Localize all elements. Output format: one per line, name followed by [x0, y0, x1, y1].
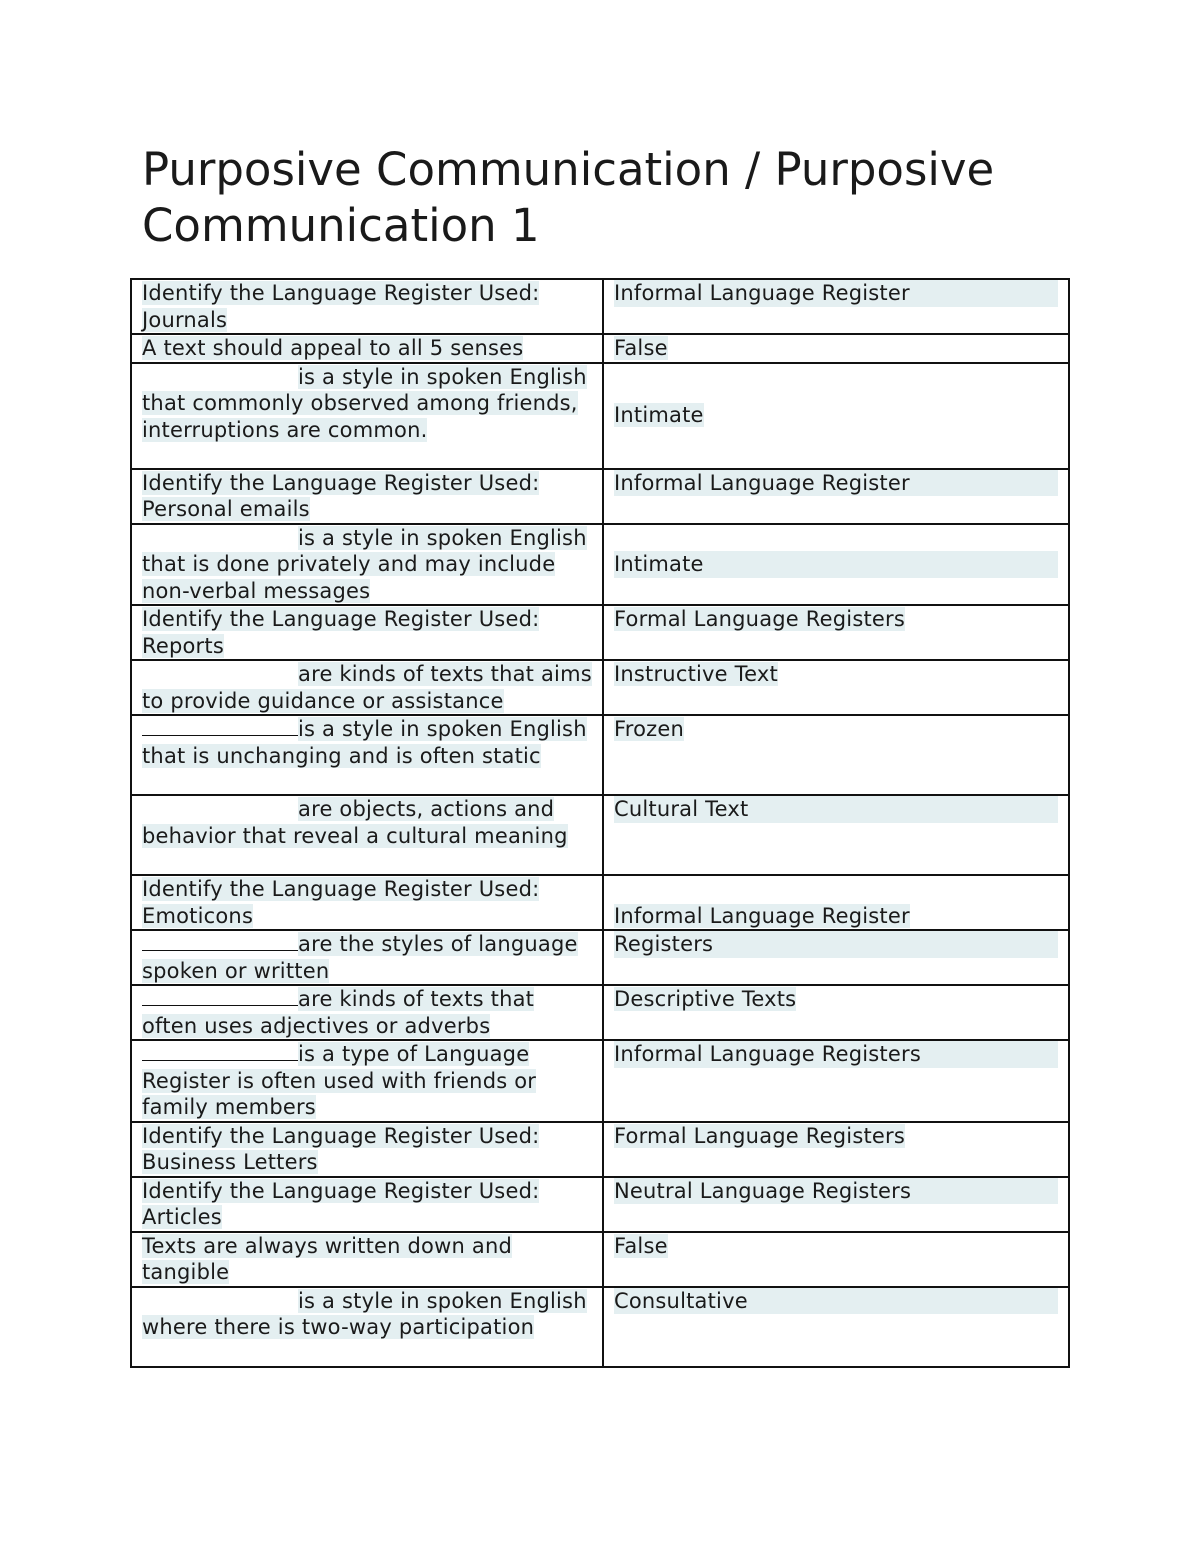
- page-title: Purposive Communication / Purposive Communication 1: [142, 143, 995, 252]
- answer-cell: [603, 334, 1069, 363]
- question-text: are the styles of language spoken or written: [142, 932, 578, 983]
- table-row: [131, 1122, 1069, 1177]
- answer-text: Intimate: [614, 551, 1058, 578]
- table-row: [131, 930, 1069, 985]
- question-text: Texts are always written down and tangible: [142, 1233, 512, 1284]
- answer-cell: [603, 1122, 1069, 1177]
- table-row: [131, 334, 1069, 363]
- table-row: [131, 660, 1069, 715]
- answer-cell: [603, 1232, 1069, 1287]
- table-row: [131, 279, 1069, 334]
- question-text: are kinds of texts that aims to provide guidance or assistance: [142, 662, 592, 713]
- answer-text: Formal Language Registers: [614, 1123, 905, 1148]
- answer-cell: [603, 1177, 1069, 1232]
- answer-cell: [603, 279, 1069, 334]
- table-row: [131, 1232, 1069, 1287]
- question-text: is a type of Language Register is often used with friends or family members: [142, 1042, 537, 1119]
- answer-cell: [603, 524, 1069, 606]
- question-cell: [131, 985, 603, 1040]
- answer-blank: [142, 1042, 298, 1061]
- table-row: [131, 1177, 1069, 1232]
- question-text: Identify the Language Register Used: Business Letters: [142, 1123, 540, 1174]
- answer-cell: [603, 795, 1069, 875]
- answer-text: Formal Language Registers: [614, 607, 905, 631]
- answer-cell: [603, 1040, 1069, 1122]
- question-text: is a style in spoken English that is done privately and may include non-verbal messages: [142, 525, 587, 603]
- question-text: Identify the Language Register Used: Articles: [142, 1178, 540, 1229]
- table-row: [131, 875, 1069, 930]
- question-text: are objects, actions and behavior that reveal a cultural meaning: [142, 797, 568, 848]
- table-row: [131, 1040, 1069, 1122]
- answer-text: Frozen: [614, 717, 685, 741]
- question-cell: [131, 1177, 603, 1232]
- answer-text: Descriptive Texts: [614, 987, 797, 1011]
- answer-blank: [142, 987, 298, 1006]
- table-row: [131, 985, 1069, 1040]
- answer-cell: [603, 363, 1069, 469]
- answer-text: Informal Language Register: [614, 470, 1058, 497]
- answer-cell: [603, 605, 1069, 660]
- question-cell: [131, 1122, 603, 1177]
- table-row: [131, 1287, 1069, 1367]
- question-cell: [131, 605, 603, 660]
- answer-text: False: [614, 336, 668, 360]
- answer-text: Informal Language Register: [614, 903, 910, 928]
- answer-cell: [603, 660, 1069, 715]
- answer-text: Neutral Language Registers: [614, 1178, 1058, 1205]
- answer-text: Intimate: [614, 403, 704, 428]
- answer-text: Registers: [614, 931, 1058, 958]
- question-cell: [131, 930, 603, 985]
- question-text: A text should appeal to all 5 senses: [142, 336, 524, 360]
- table-row: [131, 605, 1069, 660]
- table-row: [131, 715, 1069, 795]
- question-cell: [131, 1232, 603, 1287]
- answer-cell: [603, 875, 1069, 930]
- question-cell: [131, 660, 603, 715]
- question-text: Identify the Language Register Used: Journals: [142, 281, 540, 332]
- question-text: is a style in spoken English where there is two-way participation: [142, 1288, 587, 1339]
- answer-cell: [603, 985, 1069, 1040]
- table-row: [131, 524, 1069, 606]
- answer-text: Cultural Text: [614, 796, 1058, 823]
- question-cell: [131, 469, 603, 524]
- question-text: is a style in spoken English that commonly observed among friends, interruptions are common.: [142, 364, 587, 442]
- answer-text: Informal Language Register: [614, 280, 1058, 307]
- question-cell: [131, 1287, 603, 1367]
- question-cell: [131, 795, 603, 875]
- table-row: [131, 469, 1069, 524]
- answer-text: False: [614, 1233, 668, 1258]
- question-cell: [131, 715, 603, 795]
- question-cell: [131, 1040, 603, 1122]
- answer-cell: [603, 469, 1069, 524]
- answer-text: Instructive Text: [614, 662, 778, 686]
- question-cell: [131, 524, 603, 606]
- answer-cell: [603, 1287, 1069, 1367]
- answer-text: Informal Language Registers: [614, 1041, 1058, 1068]
- question-text: is a style in spoken English that is unchanging and is often static: [142, 717, 587, 768]
- question-cell: [131, 363, 603, 469]
- question-text: Identify the Language Register Used: Personal emails: [142, 470, 540, 521]
- answer-blank: [142, 932, 298, 951]
- answer-cell: [603, 930, 1069, 985]
- question-cell: [131, 334, 603, 363]
- question-cell: [131, 279, 603, 334]
- table-row: [131, 795, 1069, 875]
- question-text: Identify the Language Register Used: Emoticons: [142, 877, 540, 928]
- answer-blank: [142, 717, 298, 736]
- qa-table: [130, 278, 1070, 1368]
- question-text: are kinds of texts that often uses adjectives or adverbs: [142, 987, 535, 1038]
- question-text: Identify the Language Register Used: Reports: [142, 607, 540, 658]
- answer-text: Consultative: [614, 1288, 1058, 1315]
- answer-cell: [603, 715, 1069, 795]
- question-cell: [131, 875, 603, 930]
- table-row: [131, 363, 1069, 469]
